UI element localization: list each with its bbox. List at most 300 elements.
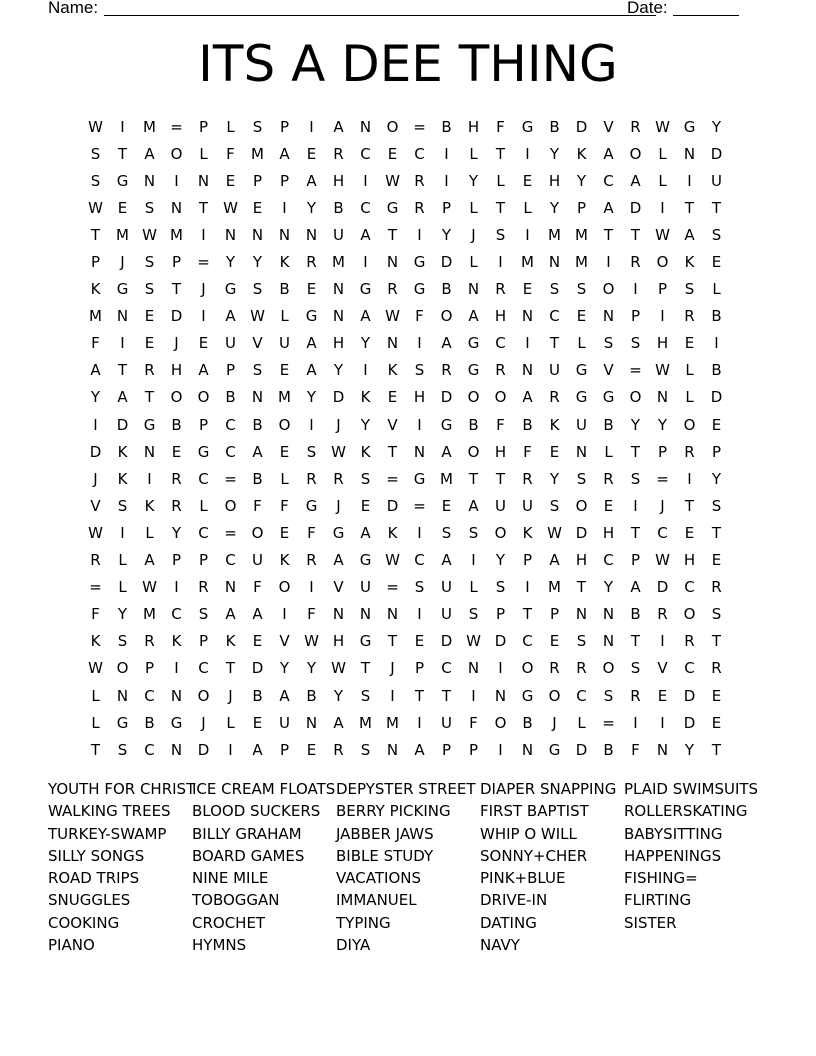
grid-letter: F bbox=[523, 442, 532, 461]
grid-letter: J bbox=[120, 253, 125, 272]
grid-letter: K bbox=[171, 632, 182, 651]
grid-letter: Y bbox=[225, 253, 236, 272]
grid-row bbox=[82, 547, 730, 574]
grid-letter: Y bbox=[468, 171, 479, 190]
grid-letter: O bbox=[683, 415, 696, 434]
grid-letter: W bbox=[466, 632, 481, 651]
grid-letter: N bbox=[575, 442, 588, 461]
grid-letter: L bbox=[685, 361, 694, 380]
word-list-item: SNUGGLES bbox=[48, 891, 131, 910]
grid-letter: G bbox=[413, 280, 426, 299]
word-list-item: DEPYSTER STREET bbox=[336, 780, 476, 798]
grid-letter: N bbox=[467, 280, 480, 299]
grid-letter: O bbox=[467, 388, 480, 407]
grid-letter: A bbox=[549, 551, 560, 570]
grid-row bbox=[82, 113, 730, 140]
grid-letter: T bbox=[90, 225, 101, 244]
word-list-item: YOUTH FOR CHRIST bbox=[48, 780, 196, 798]
grid-letter: = bbox=[656, 469, 669, 488]
grid-letter: E bbox=[522, 171, 533, 190]
grid-letter: S bbox=[360, 469, 371, 488]
grid-letter: C bbox=[198, 469, 209, 488]
grid-letter: S bbox=[360, 740, 371, 759]
grid-letter: B bbox=[279, 280, 290, 299]
grid-letter: S bbox=[630, 334, 641, 353]
grid-letter: G bbox=[548, 740, 561, 759]
grid-letter: M bbox=[251, 144, 264, 163]
grid-letter: M bbox=[359, 713, 372, 732]
grid-letter: A bbox=[279, 144, 290, 163]
grid-letter: I bbox=[633, 713, 638, 732]
grid-letter: C bbox=[522, 632, 533, 651]
grid-letter: T bbox=[144, 388, 155, 407]
grid-letter: D bbox=[494, 632, 507, 651]
grid-letter: R bbox=[171, 496, 182, 515]
grid-letter: A bbox=[144, 144, 155, 163]
grid-letter: A bbox=[225, 605, 236, 624]
grid-letter: G bbox=[575, 361, 588, 380]
grid-letter: S bbox=[198, 605, 209, 624]
grid-letter: B bbox=[252, 686, 263, 705]
grid-letter: C bbox=[657, 523, 668, 542]
grid-letter: P bbox=[198, 632, 209, 651]
grid-letter: G bbox=[440, 415, 453, 434]
grid-letter: H bbox=[494, 442, 507, 461]
grid-letter: E bbox=[684, 334, 695, 353]
grid-letter: L bbox=[91, 686, 100, 705]
grid-letter: S bbox=[576, 632, 587, 651]
grid-letter: O bbox=[629, 388, 642, 407]
grid-letter: I bbox=[660, 307, 665, 326]
grid-letter: T bbox=[198, 198, 209, 217]
grid-letter: Y bbox=[279, 659, 290, 678]
grid-letter: L bbox=[91, 713, 100, 732]
grid-letter: = bbox=[413, 117, 426, 136]
grid-letter: W bbox=[655, 551, 670, 570]
grid-row bbox=[82, 492, 730, 519]
grid-letter: I bbox=[201, 225, 206, 244]
grid-letter: H bbox=[413, 388, 426, 407]
grid-letter: E bbox=[279, 361, 290, 380]
word-list-item: IMMANUEL bbox=[336, 891, 417, 910]
word-list-item: SONNY+CHER bbox=[480, 846, 588, 865]
grid-letter: W bbox=[385, 307, 400, 326]
grid-letter: U bbox=[441, 578, 452, 597]
grid-letter: H bbox=[548, 171, 561, 190]
grid-letter: L bbox=[469, 253, 478, 272]
grid-letter: W bbox=[250, 307, 265, 326]
grid-letter: M bbox=[548, 578, 561, 597]
grid-letter: H bbox=[683, 551, 696, 570]
grid-letter: M bbox=[332, 253, 345, 272]
grid-letter: O bbox=[116, 659, 129, 678]
grid-letter: C bbox=[171, 605, 182, 624]
grid-letter: D bbox=[575, 117, 588, 136]
grid-letter: = bbox=[602, 713, 615, 732]
grid-letter: B bbox=[711, 307, 722, 326]
grid-letter: R bbox=[90, 551, 101, 570]
grid-letter: M bbox=[575, 253, 588, 272]
word-list-item: PINK+BLUE bbox=[480, 869, 566, 888]
grid-letter: S bbox=[549, 496, 560, 515]
grid-letter: O bbox=[440, 307, 453, 326]
grid-letter: S bbox=[252, 117, 263, 136]
grid-letter: T bbox=[225, 659, 236, 678]
grid-letter: B bbox=[603, 415, 614, 434]
grid-letter: B bbox=[630, 605, 641, 624]
grid-letter: J bbox=[201, 280, 206, 299]
word-list-item: FISHING= bbox=[624, 869, 698, 888]
grid-letter: B bbox=[603, 740, 614, 759]
grid-letter: E bbox=[603, 496, 614, 515]
grid-letter: L bbox=[118, 551, 127, 570]
grid-letter: K bbox=[360, 442, 371, 461]
grid-row bbox=[82, 140, 730, 167]
grid-row bbox=[82, 167, 730, 194]
grid-letter: N bbox=[521, 361, 534, 380]
grid-letter: L bbox=[199, 496, 208, 515]
grid-letter: G bbox=[521, 117, 534, 136]
grid-letter: D bbox=[386, 496, 399, 515]
grid-letter: B bbox=[468, 415, 479, 434]
grid-letter: P bbox=[225, 361, 236, 380]
grid-letter: I bbox=[363, 171, 368, 190]
grid-letter: Y bbox=[495, 551, 506, 570]
word-list-item: PIANO bbox=[48, 936, 95, 955]
grid-row bbox=[82, 411, 730, 438]
grid-letter: I bbox=[606, 253, 611, 272]
grid-letter: Y bbox=[684, 740, 695, 759]
grid-letter: G bbox=[143, 415, 156, 434]
grid-letter: T bbox=[117, 144, 128, 163]
grid-letter: Y bbox=[306, 198, 317, 217]
grid-letter: C bbox=[225, 442, 236, 461]
grid-letter: T bbox=[576, 578, 587, 597]
grid-letter: G bbox=[116, 280, 129, 299]
grid-letter: D bbox=[575, 523, 588, 542]
grid-letter: A bbox=[603, 144, 614, 163]
grid-letter: R bbox=[306, 253, 317, 272]
grid-letter: I bbox=[309, 415, 314, 434]
grid-letter: W bbox=[385, 551, 400, 570]
grid-row bbox=[82, 330, 730, 357]
grid-letter: A bbox=[468, 496, 479, 515]
grid-letter: L bbox=[685, 388, 694, 407]
grid-letter: C bbox=[684, 578, 695, 597]
grid-letter: S bbox=[603, 686, 614, 705]
grid-letter: T bbox=[711, 523, 722, 542]
grid-letter: W bbox=[385, 171, 400, 190]
grid-letter: C bbox=[360, 144, 371, 163]
grid-letter: I bbox=[633, 280, 638, 299]
grid-letter: N bbox=[386, 334, 399, 353]
grid-letter: B bbox=[522, 415, 533, 434]
grid-letter: A bbox=[252, 740, 263, 759]
grid-letter: L bbox=[199, 144, 208, 163]
grid-letter: N bbox=[359, 117, 372, 136]
header bbox=[48, 0, 748, 20]
grid-letter: B bbox=[171, 415, 182, 434]
grid-letter: S bbox=[495, 578, 506, 597]
grid-letter: O bbox=[521, 659, 534, 678]
grid-letter: N bbox=[251, 388, 264, 407]
grid-letter: A bbox=[441, 442, 452, 461]
grid-letter: B bbox=[306, 686, 317, 705]
grid-letter: E bbox=[198, 334, 209, 353]
word-list-item: VACATIONS bbox=[336, 869, 422, 888]
grid-letter: S bbox=[252, 361, 263, 380]
grid-letter: C bbox=[576, 686, 587, 705]
grid-letter: N bbox=[386, 605, 399, 624]
grid-letter: A bbox=[333, 713, 344, 732]
grid-letter: K bbox=[522, 523, 533, 542]
grid-letter: R bbox=[171, 469, 182, 488]
word-list-item: WHIP O WILL bbox=[480, 824, 577, 843]
grid-letter: = bbox=[197, 253, 210, 272]
word-list bbox=[48, 778, 768, 956]
grid-letter: F bbox=[631, 740, 640, 759]
grid-letter: L bbox=[658, 171, 667, 190]
grid-letter: I bbox=[309, 117, 314, 136]
grid-letter: N bbox=[548, 253, 561, 272]
grid-letter: D bbox=[197, 740, 210, 759]
grid-letter: T bbox=[684, 198, 695, 217]
grid-letter: S bbox=[414, 578, 425, 597]
grid-letter: Y bbox=[603, 578, 614, 597]
grid-letter: A bbox=[225, 307, 236, 326]
word-list-item: BABYSITTING bbox=[624, 824, 723, 843]
grid-letter: U bbox=[252, 551, 263, 570]
grid-letter: = bbox=[386, 578, 399, 597]
date-label: Date: bbox=[627, 0, 668, 17]
grid-letter: G bbox=[305, 307, 318, 326]
grid-letter: N bbox=[278, 225, 291, 244]
grid-letter: E bbox=[711, 713, 722, 732]
grid-letter: R bbox=[630, 253, 641, 272]
grid-letter: I bbox=[525, 144, 530, 163]
grid-letter: U bbox=[279, 334, 290, 353]
grid-letter: Y bbox=[549, 469, 560, 488]
grid-letter: N bbox=[683, 144, 696, 163]
grid-letter: S bbox=[144, 253, 155, 272]
grid-letter: I bbox=[498, 253, 503, 272]
grid-letter: M bbox=[575, 225, 588, 244]
grid-letter: R bbox=[522, 469, 533, 488]
grid-letter: R bbox=[684, 307, 695, 326]
grid-letter: N bbox=[170, 198, 183, 217]
grid-letter: S bbox=[711, 496, 722, 515]
grid-letter: O bbox=[494, 713, 507, 732]
grid-letter: C bbox=[225, 551, 236, 570]
grid-letter: S bbox=[117, 740, 128, 759]
grid-letter: M bbox=[278, 388, 291, 407]
grid-letter: A bbox=[360, 307, 371, 326]
grid-letter: S bbox=[144, 198, 155, 217]
grid-row bbox=[82, 736, 730, 763]
word-list-item: BILLY GRAHAM bbox=[192, 824, 302, 843]
grid-letter: H bbox=[467, 117, 480, 136]
grid-letter: I bbox=[417, 605, 422, 624]
grid-letter: F bbox=[307, 523, 316, 542]
grid-letter: N bbox=[656, 388, 669, 407]
grid-letter: I bbox=[417, 713, 422, 732]
grid-letter: E bbox=[225, 171, 236, 190]
grid-letter: K bbox=[360, 388, 371, 407]
grid-letter: T bbox=[603, 225, 614, 244]
grid-letter: G bbox=[602, 388, 615, 407]
word-list-item: DIAPER SNAPPING bbox=[480, 780, 617, 798]
grid-letter: N bbox=[332, 605, 345, 624]
grid-letter: U bbox=[711, 171, 722, 190]
grid-letter: D bbox=[575, 740, 588, 759]
grid-letter: F bbox=[253, 578, 262, 597]
grid-letter: S bbox=[441, 523, 452, 542]
grid-letter: B bbox=[441, 280, 452, 299]
grid-letter: A bbox=[522, 388, 533, 407]
grid-letter: M bbox=[143, 605, 156, 624]
grid-letter: U bbox=[441, 605, 452, 624]
grid-letter: P bbox=[711, 442, 722, 461]
grid-letter: F bbox=[469, 713, 478, 732]
grid-letter: A bbox=[360, 225, 371, 244]
grid-letter: N bbox=[602, 307, 615, 326]
grid-letter: A bbox=[684, 225, 695, 244]
grid-letter: Y bbox=[711, 117, 722, 136]
grid-letter: A bbox=[117, 388, 128, 407]
grid-letter: T bbox=[522, 605, 533, 624]
grid-letter: Y bbox=[549, 198, 560, 217]
grid-letter: I bbox=[498, 659, 503, 678]
grid-letter: L bbox=[712, 280, 721, 299]
grid-letter: H bbox=[170, 361, 183, 380]
grid-row bbox=[82, 276, 730, 303]
grid-letter: P bbox=[198, 415, 209, 434]
grid-letter: A bbox=[333, 551, 344, 570]
grid-letter: E bbox=[117, 198, 128, 217]
grid-letter: Y bbox=[576, 171, 587, 190]
grid-letter: T bbox=[630, 632, 641, 651]
grid-letter: P bbox=[171, 253, 182, 272]
grid-letter: R bbox=[495, 280, 506, 299]
grid-letter: U bbox=[441, 713, 452, 732]
grid-letter: A bbox=[414, 740, 425, 759]
grid-letter: U bbox=[360, 578, 371, 597]
grid-letter: O bbox=[278, 578, 291, 597]
grid-letter: T bbox=[711, 198, 722, 217]
grid-letter: O bbox=[494, 523, 507, 542]
grid-letter: J bbox=[228, 686, 233, 705]
grid-letter: D bbox=[332, 388, 345, 407]
grid-letter: J bbox=[336, 415, 341, 434]
word-list-item: BOARD GAMES bbox=[192, 846, 305, 865]
grid-letter: I bbox=[687, 171, 692, 190]
grid-letter: E bbox=[252, 632, 263, 651]
grid-letter: P bbox=[171, 551, 182, 570]
grid-letter: D bbox=[251, 659, 264, 678]
grid-letter: U bbox=[333, 225, 344, 244]
grid-letter: P bbox=[657, 280, 668, 299]
grid-letter: T bbox=[495, 144, 506, 163]
grid-row bbox=[82, 709, 730, 736]
grid-letter: K bbox=[684, 253, 695, 272]
grid-letter: Y bbox=[711, 469, 722, 488]
grid-letter: R bbox=[549, 388, 560, 407]
grid-letter: O bbox=[224, 496, 237, 515]
grid-letter: E bbox=[711, 253, 722, 272]
grid-letter: T bbox=[630, 442, 641, 461]
grid-letter: A bbox=[468, 307, 479, 326]
grid-letter: D bbox=[683, 713, 696, 732]
grid-letter: = bbox=[413, 496, 426, 515]
grid-letter: = bbox=[386, 469, 399, 488]
grid-letter: R bbox=[414, 171, 425, 190]
grid-letter: W bbox=[88, 198, 103, 217]
grid-letter: P bbox=[441, 740, 452, 759]
grid-letter: V bbox=[603, 361, 614, 380]
grid-letter: Y bbox=[90, 388, 101, 407]
grid-letter: R bbox=[306, 551, 317, 570]
grid-letter: N bbox=[467, 659, 480, 678]
grid-letter: Y bbox=[360, 415, 371, 434]
word-list-item: DATING bbox=[480, 913, 537, 932]
word-list-item: TOBOGGAN bbox=[192, 891, 280, 910]
grid-letter: O bbox=[494, 388, 507, 407]
grid-letter: K bbox=[576, 144, 587, 163]
grid-letter: Y bbox=[306, 388, 317, 407]
grid-letter: R bbox=[495, 361, 506, 380]
grid-letter: A bbox=[630, 171, 641, 190]
grid-letter: C bbox=[603, 171, 614, 190]
grid-letter: N bbox=[116, 307, 129, 326]
grid-letter: U bbox=[549, 361, 560, 380]
grid-letter: N bbox=[143, 171, 156, 190]
grid-letter: S bbox=[252, 280, 263, 299]
grid-letter: P bbox=[279, 740, 290, 759]
grid-letter: R bbox=[144, 361, 155, 380]
grid-letter: B bbox=[252, 415, 263, 434]
grid-letter: C bbox=[414, 551, 425, 570]
grid-letter: I bbox=[174, 659, 179, 678]
grid-letter: W bbox=[655, 225, 670, 244]
grid-letter: S bbox=[117, 632, 128, 651]
grid-letter: H bbox=[494, 307, 507, 326]
word-list-item: TURKEY-SWAMP bbox=[48, 824, 167, 843]
grid-letter: C bbox=[144, 740, 155, 759]
grid-letter: G bbox=[359, 632, 372, 651]
grid-letter: L bbox=[469, 578, 478, 597]
grid-letter: S bbox=[414, 361, 425, 380]
grid-letter: W bbox=[142, 578, 157, 597]
grid-letter: O bbox=[683, 605, 696, 624]
grid-letter: O bbox=[170, 144, 183, 163]
word-list-item: SILLY SONGS bbox=[48, 846, 145, 865]
grid-letter: C bbox=[684, 659, 695, 678]
grid-letter: I bbox=[228, 740, 233, 759]
grid-letter: G bbox=[197, 442, 210, 461]
grid-letter: P bbox=[468, 740, 479, 759]
grid-letter: J bbox=[390, 659, 395, 678]
grid-letter: A bbox=[198, 361, 209, 380]
grid-letter: P bbox=[630, 551, 641, 570]
grid-letter: I bbox=[525, 334, 530, 353]
word-list-item: HAPPENINGS bbox=[624, 846, 722, 865]
grid-row bbox=[82, 655, 730, 682]
grid-letter: T bbox=[90, 740, 101, 759]
grid-letter: R bbox=[630, 117, 641, 136]
grid-letter: F bbox=[226, 144, 235, 163]
grid-letter: I bbox=[417, 225, 422, 244]
grid-letter: D bbox=[89, 442, 102, 461]
